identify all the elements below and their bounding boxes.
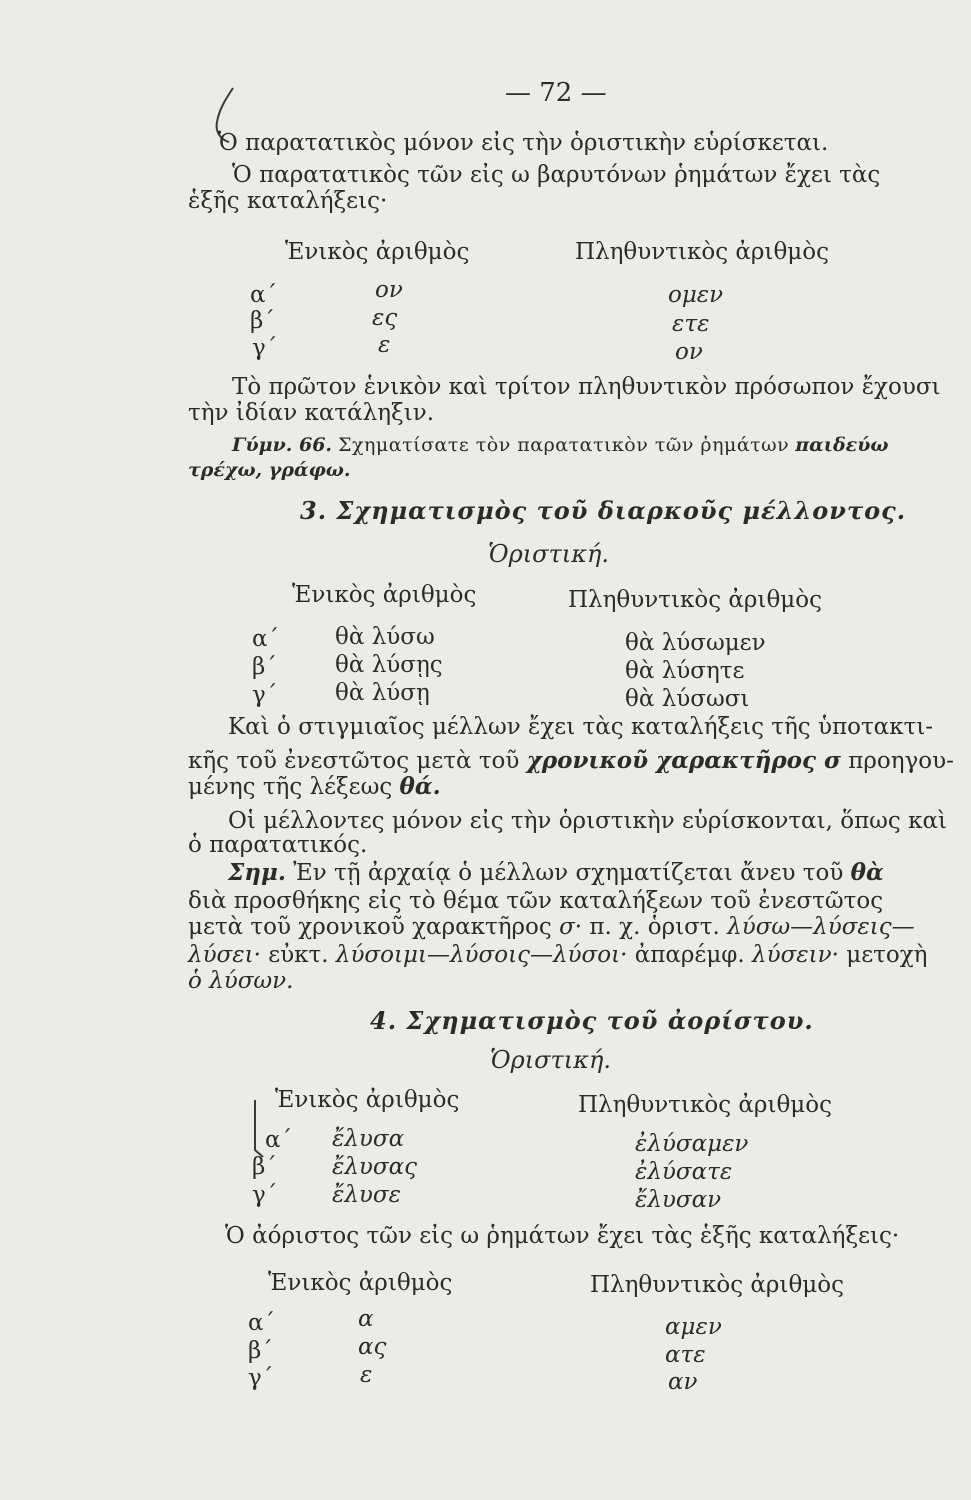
page-number: — 72 — bbox=[505, 78, 607, 108]
para3: Ὁ ἀόριστος τῶν εἰς ω ῥημάτων ἔχει τὰς ἑξῆς καταλήξεις· bbox=[225, 1223, 900, 1249]
intro-line-1: Ὁ παρατατικὸς μόνον εἰς τὴν ὁριστικὴν εὑρίσκεται. bbox=[218, 130, 829, 156]
note2-text: Ἐν τῇ ἀρχαίᾳ ὁ μέλλων σχηματίζεται ἄνευ τοῦ bbox=[293, 860, 844, 886]
t4-plural-ending: αν bbox=[668, 1369, 698, 1395]
t2-person: β΄ bbox=[252, 654, 277, 680]
note2-emph: θὰ bbox=[850, 859, 884, 886]
t3-singular-header: Ἑνικὸς ἀριθμὸς bbox=[275, 1087, 460, 1113]
note2-line-3 bbox=[188, 912, 915, 942]
t2-singular-form: θὰ λύσῃ bbox=[335, 680, 430, 706]
note2-text: ἀπαρέμφ. bbox=[634, 942, 745, 968]
t3-plural-header: Πληθυντικὸς ἀριθμὸς bbox=[578, 1092, 832, 1118]
t2-plural-form: θὰ λύσωσι bbox=[625, 686, 750, 712]
note-line-1: Τὸ πρῶτον ἑνικὸν καὶ τρίτον πληθυντικὸν πρόσωπον ἔχουσι bbox=[232, 374, 941, 400]
t4-person: γ΄ bbox=[248, 1365, 274, 1391]
exercise-text: Σχηματίσατε τὸν παρατατικὸν τῶν ῥημάτων bbox=[338, 434, 790, 456]
t2-singular-header: Ἑνικὸς ἀριθμὸς bbox=[292, 582, 477, 608]
t1-person: β΄ bbox=[250, 308, 275, 334]
t4-singular-header: Ἑνικὸς ἀριθμὸς bbox=[268, 1270, 453, 1296]
note2-text: μετὰ τοῦ χρονικοῦ χαρακτῆρος bbox=[188, 914, 552, 940]
t2-plural-header: Πληθυντικὸς ἀριθμὸς bbox=[568, 587, 822, 613]
t1-singular-header: Ἑνικὸς ἀριθμὸς bbox=[285, 239, 470, 265]
t1-singular-ending: ες bbox=[372, 305, 398, 331]
para2-line-1: Οἱ μέλλοντες μόνον εἰς τὴν ὁριστικὴν εὑρίσκονται, ὅπως καὶ bbox=[228, 808, 948, 834]
t3-person: α΄ bbox=[265, 1127, 293, 1153]
t4-singular-ending: ε bbox=[360, 1362, 373, 1388]
t1-plural-ending: ομεν bbox=[668, 282, 724, 308]
t2-singular-form: θὰ λύσω bbox=[335, 624, 435, 650]
t1-person: α΄ bbox=[250, 282, 278, 308]
exercise-verb: παιδεύω bbox=[795, 434, 889, 456]
note2-emph: σ· bbox=[559, 914, 583, 940]
note2-line-5: ὁ λύσων. bbox=[188, 968, 294, 994]
t3-plural-form: ἐλύσαμεν bbox=[635, 1131, 749, 1157]
t2-person: α΄ bbox=[252, 626, 280, 652]
t4-plural-ending: αμεν bbox=[665, 1314, 722, 1340]
t3-person: γ΄ bbox=[252, 1182, 278, 1208]
t3-plural-form: ἔλυσαν bbox=[635, 1187, 722, 1213]
para1-text: μένης τῆς λέξεως bbox=[188, 774, 393, 800]
section-4-title: 4. Σχηματισμὸς τοῦ ἀορίστου. bbox=[370, 1006, 814, 1035]
t4-plural-ending: ατε bbox=[665, 1342, 706, 1368]
para1-line-1: Καὶ ὁ στιγμιαῖος μέλλων ἔχει τὰς καταλήξεις τῆς ὑποτακτι- bbox=[228, 714, 934, 740]
t2-person: γ΄ bbox=[252, 682, 278, 708]
para1-emph: χρονικοῦ χαρακτῆρος σ bbox=[526, 747, 841, 774]
t2-singular-form: θὰ λύσῃς bbox=[335, 652, 443, 678]
exercise-line-1 bbox=[232, 434, 888, 456]
t1-person: γ΄ bbox=[252, 335, 278, 361]
note2-line-1 bbox=[228, 858, 884, 888]
section-3-mood: Ὁριστική. bbox=[488, 540, 609, 568]
note2-label: Σημ. bbox=[228, 859, 286, 886]
t3-singular-form: ἔλυσε bbox=[332, 1182, 401, 1208]
t1-singular-ending: ε bbox=[378, 332, 391, 358]
t2-plural-form: θὰ λύσωμεν bbox=[625, 630, 766, 656]
note2-emph: λύσει· bbox=[188, 942, 261, 968]
note-line-2: τὴν ἰδίαν κατάληξιν. bbox=[188, 400, 435, 426]
exercise-line-2: τρέχω, γράφω. bbox=[188, 459, 351, 481]
intro-line-3: ἑξῆς καταλήξεις· bbox=[188, 188, 388, 214]
intro-line-2: Ὁ παρατατικὸς τῶν εἰς ω βαρυτόνων ῥημάτων ἔχει τὰς bbox=[232, 162, 881, 188]
para1-line-3 bbox=[188, 772, 441, 802]
para1-emph: θά. bbox=[399, 773, 441, 800]
t1-plural-ending: ον bbox=[675, 339, 703, 365]
section-3-title: 3. Σχηματισμὸς τοῦ διαρκοῦς μέλλοντος. bbox=[300, 496, 907, 525]
t1-singular-ending: ον bbox=[375, 277, 403, 303]
t3-singular-form: ἔλυσα bbox=[332, 1126, 405, 1152]
t4-person: β΄ bbox=[248, 1338, 273, 1364]
t4-singular-ending: ας bbox=[358, 1334, 387, 1360]
t1-plural-header: Πληθυντικὸς ἀριθμὸς bbox=[575, 239, 829, 265]
note2-emph: λύσοιμι—λύσοις—λύσοι· bbox=[335, 942, 628, 968]
section-4-mood: Ὁριστική. bbox=[490, 1046, 611, 1074]
note2-line-4 bbox=[188, 940, 927, 970]
exercise-label: Γύμν. 66. bbox=[232, 434, 333, 456]
note2-text: μετοχὴ bbox=[846, 942, 928, 968]
para1-text: προηγου- bbox=[848, 748, 954, 774]
note2-text: π. χ. ὁριστ. bbox=[589, 914, 720, 940]
note2-emph: λύσειν· bbox=[752, 942, 839, 968]
t3-singular-form: ἔλυσας bbox=[332, 1154, 418, 1180]
t2-plural-form: θὰ λύσητε bbox=[625, 658, 745, 684]
t3-plural-form: ἐλύσατε bbox=[635, 1159, 733, 1185]
t4-plural-header: Πληθυντικὸς ἀριθμὸς bbox=[590, 1272, 844, 1298]
para1-text: κῆς τοῦ ἐνεστῶτος μετὰ τοῦ bbox=[188, 748, 520, 774]
t1-plural-ending: ετε bbox=[672, 311, 710, 337]
t4-singular-ending: α bbox=[358, 1306, 374, 1332]
note2-line-2: διὰ προσθήκης εἰς τὸ θέμα τῶν καταλήξεων τοῦ ἐνεστῶτος bbox=[188, 888, 884, 914]
t4-person: α΄ bbox=[248, 1310, 276, 1336]
t3-person: β΄ bbox=[252, 1154, 277, 1180]
note2-text: εὐκτ. bbox=[268, 942, 329, 968]
para2-line-2: ὁ παρατατικός. bbox=[188, 832, 368, 858]
note2-emph: λύσω—λύσεις— bbox=[727, 914, 915, 940]
